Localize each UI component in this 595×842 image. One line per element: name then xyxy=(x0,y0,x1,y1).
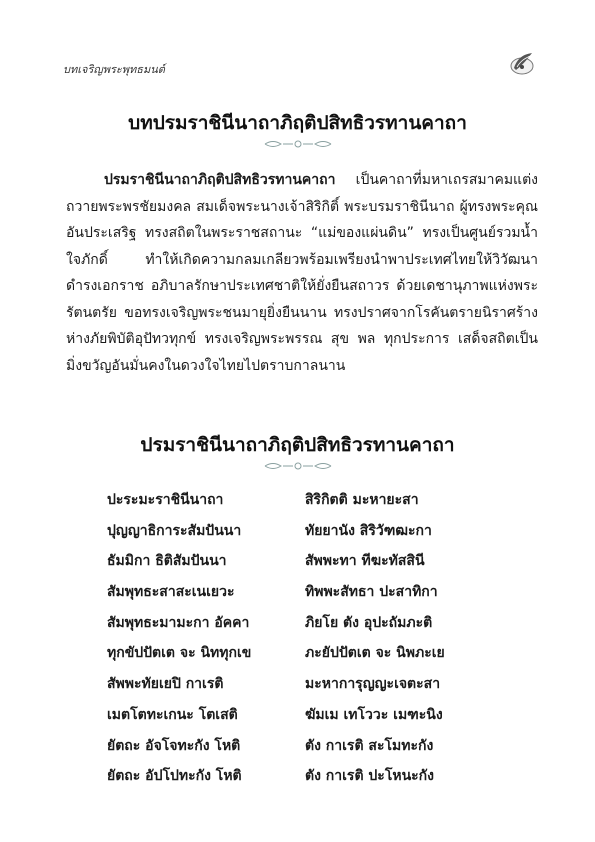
verse-left: เมตโตทะเกนะ โตเสติ xyxy=(107,706,238,723)
running-header: บทเจริญพระพุทธมนต์ xyxy=(63,63,165,76)
verse-right: ฆัมเม เทโววะ เมฑะนิง xyxy=(305,706,443,723)
verse-right: ทิพพะสัทธา ปะสาทิกา xyxy=(305,584,438,601)
verse-row xyxy=(107,521,507,552)
verse-row xyxy=(107,490,507,521)
verse-left: ยัตถะ อัปโปทะกัง โหติ xyxy=(107,768,242,785)
verse-row xyxy=(107,643,507,674)
verse-row xyxy=(107,705,507,736)
verse-right: สัพพะทา ทีฆะทัสสินี xyxy=(305,553,425,570)
page-title: บทปรมราชินีนาถาภิฤติปสิทธิวรทานคาถา xyxy=(128,112,467,134)
divider-ornament xyxy=(0,138,595,150)
intro-paragraph xyxy=(66,167,538,379)
verse-right: ภะยัปปัตเต จะ นิพภะเย xyxy=(305,645,445,662)
verse-left: สัมพุทธะมามะกา อัคคา xyxy=(107,614,250,631)
verse-right: สิริกิตติ มะหายะสา xyxy=(305,492,419,508)
verse-left: สัพพะทัยเยปิ กาเรติ xyxy=(107,676,224,693)
verse-right: ภิยโย ตัง อุปะถัมภะติ xyxy=(305,614,433,631)
ornament-emblem-icon xyxy=(508,50,536,78)
section-title: ปรมราชินีนาถาภิฤติปสิทธิวรทานคาถา xyxy=(140,434,455,456)
verse-list xyxy=(107,490,507,797)
verse-left: ธัมมิกา ธิติสัมปันนา xyxy=(107,553,227,570)
paragraph-body: เป็นคาถาที่มหาเถรสมาคมแต่งถวายพระพรชัยมงคล สมเด็จพระนางเจ้าสิริกิติ์ พระบรมราชินีนาถ ผู้ทรงพระคุณอันประเสริฐ ทรงสถิตในพระราชสถานะ “แม่ของแผ่นดิน” ทรงเป็นศูนย์รวมน้ำใจภักดิ์ ทำให้เกิดความกลมเกลียวพร้อมเพรียงนำพาประเทศไทยให้วิวัฒนา ดำรงเอกราช อภิบาลรักษาประเทศชาติให้ยั่งยืนสถาวร ด้วยเดชานุภาพแห่งพระรัตนตรัย ขอทรงเจริญพระชนมายุยิ่งยืนนาน ทรงปราศจากโรคันตรายนิราศร้างห่างภัยพิบัติอุปัทวทุกข์ ทรงเจริญพระพรรณ สุข พล ทุกประการ เสด็จสถิตเป็นมิ่งขวัญอันมั่นคงในดวงใจไทยไปตราบกาลนาน xyxy=(66,172,538,374)
verse-row xyxy=(107,736,507,767)
verse-row xyxy=(107,613,507,644)
verse-right: ทัยยานัง สิริวัฑฒะกา xyxy=(305,522,432,539)
verse-left: ปุญญาธิการะสัมปันนา xyxy=(107,522,242,539)
divider-ornament xyxy=(0,460,595,472)
paragraph-lead: ปรมราชินีนาถาภิฤติปสิทธิวรทานคาถา xyxy=(104,172,336,188)
verse-row xyxy=(107,582,507,613)
verse-left: สัมพุทธะสาสะเนเยวะ xyxy=(107,584,235,601)
verse-left: ปะระมะราชินีนาถา xyxy=(107,492,224,508)
verse-left: ทุกขัปปัตเต จะ นิททุกเข xyxy=(107,645,252,662)
verse-left: ยัตถะ อัจโจทะกัง โหติ xyxy=(107,737,241,754)
verse-right: ตัง กาเรติ ปะโหนะกัง xyxy=(305,768,434,785)
verse-row xyxy=(107,674,507,705)
verse-right: มะหาการุญญะเจตะสา xyxy=(305,676,441,693)
verse-right: ตัง กาเรติ สะโมทะกัง xyxy=(305,737,434,754)
verse-row xyxy=(107,766,507,797)
verse-row xyxy=(107,551,507,582)
